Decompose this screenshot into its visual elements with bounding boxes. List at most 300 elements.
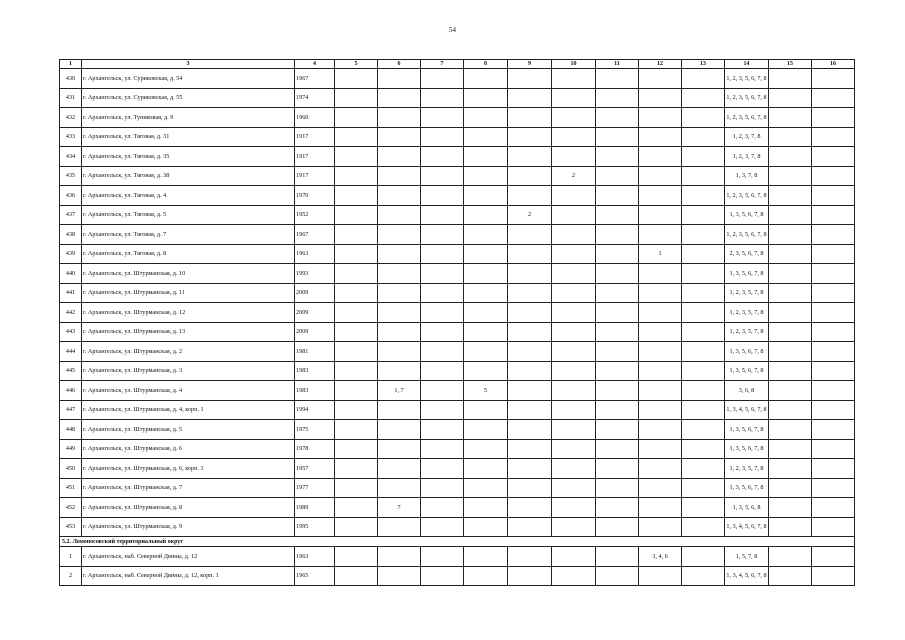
col5-cell bbox=[335, 264, 378, 284]
col5-cell bbox=[335, 127, 378, 147]
col9-cell bbox=[508, 108, 552, 128]
rows-group-b bbox=[60, 547, 855, 586]
col15-cell bbox=[769, 166, 812, 186]
address-cell: г. Архангельск, ул. Тяговая, д. 8 bbox=[82, 244, 295, 264]
col13-cell bbox=[682, 459, 725, 479]
col9-cell bbox=[508, 566, 552, 586]
col7-cell bbox=[421, 498, 464, 518]
col12-cell bbox=[639, 225, 682, 245]
year-cell: 1963 bbox=[295, 244, 335, 264]
col6-cell bbox=[378, 400, 421, 420]
header-row bbox=[60, 60, 855, 69]
col13-cell bbox=[682, 400, 725, 420]
col11-cell bbox=[596, 566, 639, 586]
col8-cell bbox=[464, 88, 508, 108]
row-number-cell: 441 bbox=[60, 283, 82, 303]
col16-cell bbox=[812, 264, 855, 284]
col15-cell bbox=[769, 186, 812, 206]
col10-cell bbox=[552, 244, 596, 264]
col15-cell bbox=[769, 566, 812, 586]
col14-cell: 1, 5, 7, 8 bbox=[725, 547, 769, 567]
col9-cell bbox=[508, 420, 552, 440]
row-number-cell: 448 bbox=[60, 420, 82, 440]
col15-cell bbox=[769, 459, 812, 479]
col12-cell bbox=[639, 361, 682, 381]
col10-cell bbox=[552, 108, 596, 128]
col11-cell bbox=[596, 147, 639, 167]
col12-cell bbox=[639, 381, 682, 401]
address-cell: г. Архангельск, ул. Тяговая, д. 4 bbox=[82, 186, 295, 206]
col16-cell bbox=[812, 400, 855, 420]
row-number-cell: 434 bbox=[60, 147, 82, 167]
section-group bbox=[60, 537, 855, 547]
row-number-cell: 445 bbox=[60, 361, 82, 381]
col7-cell bbox=[421, 381, 464, 401]
col12-cell bbox=[639, 69, 682, 89]
col7-cell bbox=[421, 244, 464, 264]
table-row bbox=[60, 108, 855, 128]
col14-cell: 1, 3, 5, 6, 8 bbox=[725, 498, 769, 518]
col5-cell bbox=[335, 566, 378, 586]
col15-cell bbox=[769, 517, 812, 537]
address-cell: г. Архангельск, ул. Тупиковая, д. 9 bbox=[82, 108, 295, 128]
col14-cell: 1, 3, 4, 5, 6, 7, 8 bbox=[725, 566, 769, 586]
row-number-cell: 444 bbox=[60, 342, 82, 362]
col16-cell bbox=[812, 498, 855, 518]
col6-cell bbox=[378, 264, 421, 284]
col6-cell bbox=[378, 517, 421, 537]
col11-cell bbox=[596, 127, 639, 147]
col5-cell bbox=[335, 498, 378, 518]
col16-cell bbox=[812, 303, 855, 323]
col11-cell bbox=[596, 244, 639, 264]
row-number-cell: 452 bbox=[60, 498, 82, 518]
table-row bbox=[60, 517, 855, 537]
col16-cell bbox=[812, 186, 855, 206]
col13-cell bbox=[682, 517, 725, 537]
col14-cell: 1, 3, 5, 6, 7, 8 bbox=[725, 205, 769, 225]
table-row bbox=[60, 303, 855, 323]
col7-cell bbox=[421, 566, 464, 586]
col12-cell bbox=[639, 88, 682, 108]
col6-cell bbox=[378, 439, 421, 459]
col12-cell bbox=[639, 205, 682, 225]
year-cell: 1983 bbox=[295, 381, 335, 401]
col12-cell bbox=[639, 566, 682, 586]
col14-cell: 1, 2, 3, 5, 7, 8 bbox=[725, 283, 769, 303]
col7-cell bbox=[421, 361, 464, 381]
col6-cell bbox=[378, 127, 421, 147]
address-cell: г. Архангельск, ул. Тяговая, д. 7 bbox=[82, 225, 295, 245]
col14-cell: 1, 2, 3, 5, 6, 7, 8 bbox=[725, 88, 769, 108]
col15-cell bbox=[769, 420, 812, 440]
col12-cell bbox=[639, 147, 682, 167]
col8-cell bbox=[464, 400, 508, 420]
col12-cell: 1 bbox=[639, 244, 682, 264]
col10-cell bbox=[552, 264, 596, 284]
col6-cell bbox=[378, 225, 421, 245]
col5-cell bbox=[335, 420, 378, 440]
col10-cell bbox=[552, 517, 596, 537]
col9-cell bbox=[508, 283, 552, 303]
col15-cell bbox=[769, 264, 812, 284]
year-cell: 2009 bbox=[295, 303, 335, 323]
col14-cell: 1, 2, 3, 5, 7, 8 bbox=[725, 322, 769, 342]
year-cell: 1967 bbox=[295, 69, 335, 89]
col10-cell bbox=[552, 225, 596, 245]
col11-cell bbox=[596, 342, 639, 362]
col8-cell bbox=[464, 108, 508, 128]
address-cell: г. Архангельск, ул. Суриковская, д. 54 bbox=[82, 69, 295, 89]
col8-cell bbox=[464, 420, 508, 440]
col9-cell bbox=[508, 342, 552, 362]
year-cell: 1957 bbox=[295, 459, 335, 479]
col11-cell bbox=[596, 283, 639, 303]
address-cell: г. Архангельск, наб. Северной Двины, д. 12 bbox=[82, 547, 295, 567]
col13-cell bbox=[682, 244, 725, 264]
col7-cell bbox=[421, 166, 464, 186]
col14-cell: 1, 3, 5, 6, 7, 8 bbox=[725, 478, 769, 498]
col8-cell bbox=[464, 225, 508, 245]
col9-cell bbox=[508, 303, 552, 323]
col8-cell bbox=[464, 517, 508, 537]
table-row bbox=[60, 264, 855, 284]
col7-cell bbox=[421, 283, 464, 303]
year-cell: 1974 bbox=[295, 88, 335, 108]
col10-cell bbox=[552, 381, 596, 401]
col13-cell bbox=[682, 566, 725, 586]
col6-cell bbox=[378, 420, 421, 440]
column-header: 12 bbox=[639, 60, 682, 69]
col5-cell bbox=[335, 225, 378, 245]
column-header: 8 bbox=[464, 60, 508, 69]
col7-cell bbox=[421, 459, 464, 479]
year-cell: 1978 bbox=[295, 439, 335, 459]
col6-cell bbox=[378, 547, 421, 567]
col10-cell bbox=[552, 127, 596, 147]
col11-cell bbox=[596, 166, 639, 186]
col9-cell bbox=[508, 69, 552, 89]
year-cell: 1995 bbox=[295, 517, 335, 537]
col5-cell bbox=[335, 147, 378, 167]
column-header: 7 bbox=[421, 60, 464, 69]
address-cell: г. Архангельск, ул. Штурманская, д. 6 bbox=[82, 439, 295, 459]
year-cell: 2009 bbox=[295, 322, 335, 342]
col13-cell bbox=[682, 498, 725, 518]
col5-cell bbox=[335, 478, 378, 498]
col13-cell bbox=[682, 381, 725, 401]
address-cell: г. Архангельск, ул. Штурманская, д. 5 bbox=[82, 420, 295, 440]
year-cell: 1965 bbox=[295, 566, 335, 586]
col6-cell bbox=[378, 361, 421, 381]
col14-cell: 1, 2, 3, 5, 6, 7, 8 bbox=[725, 225, 769, 245]
col10-cell bbox=[552, 322, 596, 342]
col12-cell bbox=[639, 322, 682, 342]
col14-cell: 1, 2, 3, 5, 7, 8 bbox=[725, 303, 769, 323]
row-number-cell: 436 bbox=[60, 186, 82, 206]
col9-cell: 2 bbox=[508, 205, 552, 225]
row-number-cell: 2 bbox=[60, 566, 82, 586]
row-number-cell: 438 bbox=[60, 225, 82, 245]
year-cell: 1960 bbox=[295, 108, 335, 128]
col15-cell bbox=[769, 147, 812, 167]
col14-cell: 1, 3, 5, 6, 7, 8 bbox=[725, 439, 769, 459]
col7-cell bbox=[421, 439, 464, 459]
year-cell: 1970 bbox=[295, 186, 335, 206]
col14-cell: 1, 2, 3, 5, 6, 7, 8 bbox=[725, 186, 769, 206]
row-number-cell: 433 bbox=[60, 127, 82, 147]
col7-cell bbox=[421, 88, 464, 108]
col10-cell bbox=[552, 186, 596, 206]
col8-cell bbox=[464, 547, 508, 567]
address-cell: г. Архангельск, ул. Штурманская, д. 7 bbox=[82, 478, 295, 498]
table-row bbox=[60, 69, 855, 89]
year-cell: 1977 bbox=[295, 478, 335, 498]
address-cell: г. Архангельск, ул. Штурманская, д. 10 bbox=[82, 264, 295, 284]
section-row bbox=[60, 537, 855, 547]
column-header: 13 bbox=[682, 60, 725, 69]
col6-cell bbox=[378, 566, 421, 586]
col11-cell bbox=[596, 439, 639, 459]
year-cell: 1975 bbox=[295, 420, 335, 440]
col13-cell bbox=[682, 108, 725, 128]
col10-cell bbox=[552, 88, 596, 108]
col12-cell bbox=[639, 108, 682, 128]
col16-cell bbox=[812, 478, 855, 498]
col15-cell bbox=[769, 381, 812, 401]
col10-cell bbox=[552, 566, 596, 586]
row-number-cell: 451 bbox=[60, 478, 82, 498]
col15-cell bbox=[769, 478, 812, 498]
col8-cell bbox=[464, 459, 508, 479]
col7-cell bbox=[421, 127, 464, 147]
col13-cell bbox=[682, 147, 725, 167]
col14-cell: 1, 2, 3, 5, 6, 7, 8 bbox=[725, 108, 769, 128]
col7-cell bbox=[421, 69, 464, 89]
col14-cell: 3, 6, 8 bbox=[725, 381, 769, 401]
col10-cell bbox=[552, 459, 596, 479]
col5-cell bbox=[335, 400, 378, 420]
col11-cell bbox=[596, 517, 639, 537]
col15-cell bbox=[769, 547, 812, 567]
col8-cell bbox=[464, 264, 508, 284]
col7-cell bbox=[421, 303, 464, 323]
column-header: 9 bbox=[508, 60, 552, 69]
col6-cell bbox=[378, 303, 421, 323]
col8-cell bbox=[464, 342, 508, 362]
col5-cell bbox=[335, 459, 378, 479]
col7-cell bbox=[421, 205, 464, 225]
col12-cell bbox=[639, 342, 682, 362]
row-number-cell: 437 bbox=[60, 205, 82, 225]
col10-cell bbox=[552, 547, 596, 567]
col11-cell bbox=[596, 88, 639, 108]
col16-cell bbox=[812, 244, 855, 264]
year-cell: 2009 bbox=[295, 283, 335, 303]
col16-cell bbox=[812, 439, 855, 459]
col15-cell bbox=[769, 342, 812, 362]
col6-cell bbox=[378, 147, 421, 167]
column-header: 16 bbox=[812, 60, 855, 69]
col11-cell bbox=[596, 459, 639, 479]
col11-cell bbox=[596, 69, 639, 89]
col7-cell bbox=[421, 322, 464, 342]
address-cell: г. Архангельск, ул. Штурманская, д. 13 bbox=[82, 322, 295, 342]
col6-cell bbox=[378, 478, 421, 498]
col13-cell bbox=[682, 225, 725, 245]
col10-cell bbox=[552, 283, 596, 303]
address-cell: г. Архангельск, ул. Тяговая, д. 38 bbox=[82, 166, 295, 186]
col5-cell bbox=[335, 439, 378, 459]
section-title: 5.2. Ломоносовский территориальный округ bbox=[60, 537, 855, 547]
row-number-cell: 430 bbox=[60, 69, 82, 89]
col16-cell bbox=[812, 547, 855, 567]
address-cell: г. Архангельск, ул. Штурманская, д. 11 bbox=[82, 283, 295, 303]
col10-cell bbox=[552, 478, 596, 498]
col8-cell bbox=[464, 303, 508, 323]
row-number-cell: 447 bbox=[60, 400, 82, 420]
col5-cell bbox=[335, 283, 378, 303]
year-cell: 1917 bbox=[295, 147, 335, 167]
table-row bbox=[60, 342, 855, 362]
col10-cell bbox=[552, 498, 596, 518]
col16-cell bbox=[812, 127, 855, 147]
col5-cell bbox=[335, 322, 378, 342]
year-cell: 1963 bbox=[295, 547, 335, 567]
col7-cell bbox=[421, 225, 464, 245]
row-number-cell: 439 bbox=[60, 244, 82, 264]
col7-cell bbox=[421, 478, 464, 498]
column-header: 1 bbox=[60, 60, 82, 69]
table-row bbox=[60, 205, 855, 225]
column-header: 3 bbox=[82, 60, 295, 69]
col8-cell bbox=[464, 186, 508, 206]
col12-cell bbox=[639, 283, 682, 303]
col14-cell: 1, 3, 5, 6, 7, 8 bbox=[725, 420, 769, 440]
address-cell: г. Архангельск, ул. Штурманская, д. 6, корп. 1 bbox=[82, 459, 295, 479]
col13-cell bbox=[682, 88, 725, 108]
col16-cell bbox=[812, 88, 855, 108]
address-cell: г. Архангельск, ул. Тяговая, д. 5 bbox=[82, 205, 295, 225]
col6-cell bbox=[378, 166, 421, 186]
col13-cell bbox=[682, 186, 725, 206]
col15-cell bbox=[769, 322, 812, 342]
col10-cell bbox=[552, 439, 596, 459]
col16-cell bbox=[812, 342, 855, 362]
col12-cell bbox=[639, 439, 682, 459]
col7-cell bbox=[421, 400, 464, 420]
row-number-cell: 442 bbox=[60, 303, 82, 323]
col12-cell bbox=[639, 420, 682, 440]
table-row bbox=[60, 147, 855, 167]
col11-cell bbox=[596, 547, 639, 567]
address-cell: г. Архангельск, ул. Штурманская, д. 4, корп. 1 bbox=[82, 400, 295, 420]
col12-cell bbox=[639, 127, 682, 147]
col7-cell bbox=[421, 342, 464, 362]
col7-cell bbox=[421, 264, 464, 284]
col10-cell bbox=[552, 420, 596, 440]
col10-cell bbox=[552, 303, 596, 323]
table-row bbox=[60, 127, 855, 147]
col15-cell bbox=[769, 88, 812, 108]
col13-cell bbox=[682, 478, 725, 498]
col15-cell bbox=[769, 244, 812, 264]
table-row bbox=[60, 498, 855, 518]
col16-cell bbox=[812, 147, 855, 167]
year-cell: 1983 bbox=[295, 361, 335, 381]
col5-cell bbox=[335, 381, 378, 401]
col14-cell: 1, 3, 4, 5, 6, 7, 8 bbox=[725, 400, 769, 420]
col15-cell bbox=[769, 439, 812, 459]
col6-cell bbox=[378, 244, 421, 264]
col14-cell: 2, 3, 5, 6, 7, 8 bbox=[725, 244, 769, 264]
col6-cell: 7 bbox=[378, 498, 421, 518]
col10-cell bbox=[552, 205, 596, 225]
col6-cell bbox=[378, 108, 421, 128]
col13-cell bbox=[682, 69, 725, 89]
col14-cell: 1, 2, 3, 7, 8 bbox=[725, 147, 769, 167]
col9-cell bbox=[508, 264, 552, 284]
year-cell: 1989 bbox=[295, 498, 335, 518]
col8-cell bbox=[464, 322, 508, 342]
table-row bbox=[60, 381, 855, 401]
col11-cell bbox=[596, 420, 639, 440]
table-row bbox=[60, 186, 855, 206]
address-cell: г. Архангельск, ул. Штурманская, д. 9 bbox=[82, 517, 295, 537]
col13-cell bbox=[682, 127, 725, 147]
col8-cell bbox=[464, 361, 508, 381]
col9-cell bbox=[508, 322, 552, 342]
col9-cell bbox=[508, 517, 552, 537]
year-cell: 1967 bbox=[295, 225, 335, 245]
table-row bbox=[60, 283, 855, 303]
col10-cell bbox=[552, 342, 596, 362]
address-cell: г. Архангельск, ул. Штурманская, д. 8 bbox=[82, 498, 295, 518]
col9-cell bbox=[508, 225, 552, 245]
col8-cell bbox=[464, 478, 508, 498]
col14-cell: 1, 2, 3, 5, 7, 8 bbox=[725, 459, 769, 479]
column-header: 4 bbox=[295, 60, 335, 69]
col6-cell bbox=[378, 342, 421, 362]
col14-cell: 1, 3, 5, 6, 7, 8 bbox=[725, 342, 769, 362]
col11-cell bbox=[596, 108, 639, 128]
column-header: 5 bbox=[335, 60, 378, 69]
address-cell: г. Архангельск, ул. Тяговая, д. 35 bbox=[82, 147, 295, 167]
col9-cell bbox=[508, 547, 552, 567]
col8-cell bbox=[464, 69, 508, 89]
col13-cell bbox=[682, 283, 725, 303]
col8-cell: 5 bbox=[464, 381, 508, 401]
col16-cell bbox=[812, 381, 855, 401]
col15-cell bbox=[769, 205, 812, 225]
col16-cell bbox=[812, 108, 855, 128]
col9-cell bbox=[508, 244, 552, 264]
col5-cell bbox=[335, 166, 378, 186]
row-number-cell: 1 bbox=[60, 547, 82, 567]
col8-cell bbox=[464, 166, 508, 186]
col6-cell bbox=[378, 205, 421, 225]
col5-cell bbox=[335, 361, 378, 381]
col5-cell bbox=[335, 88, 378, 108]
col16-cell bbox=[812, 205, 855, 225]
col11-cell bbox=[596, 361, 639, 381]
year-cell: 1952 bbox=[295, 205, 335, 225]
year-cell: 1993 bbox=[295, 264, 335, 284]
col11-cell bbox=[596, 478, 639, 498]
address-cell: г. Архангельск, ул. Штурманская, д. 4 bbox=[82, 381, 295, 401]
col6-cell bbox=[378, 186, 421, 206]
col12-cell bbox=[639, 478, 682, 498]
